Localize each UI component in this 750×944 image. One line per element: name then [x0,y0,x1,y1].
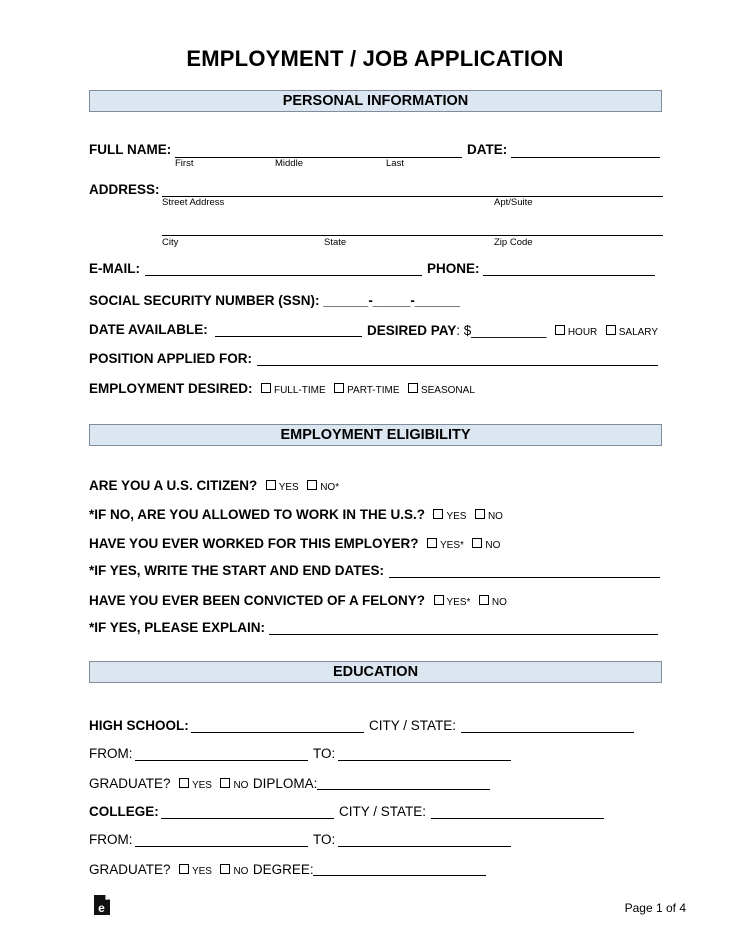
hour-option-label: HOUR [567,327,598,338]
high-school-graduate-no-label: NO [233,780,249,791]
part-time-checkbox[interactable] [334,383,344,393]
desired-pay-field[interactable]: : $__________ [456,323,547,338]
section-header-eligibility: EMPLOYMENT ELIGIBILITY [89,424,662,446]
degree-label: DEGREE: [252,862,314,877]
salary-option-label: SALARY [618,327,659,338]
work-allowed-row [89,506,503,524]
full-name-label: FULL NAME: [89,142,172,157]
position-applied-label: POSITION APPLIED FOR: [89,351,253,366]
citizen-no-checkbox[interactable] [307,480,317,490]
employment-desired-row [89,380,475,398]
felony-yes-checkbox[interactable] [434,595,444,605]
college-field[interactable] [161,818,334,819]
start-end-dates-label: *IF YES, WRITE THE START AND END DATES: [89,563,385,578]
svg-text:e: e [98,901,105,915]
seasonal-option-label: SEASONAL [420,385,475,396]
felony-row [89,592,507,610]
zip-code-caption: Zip Code [494,237,533,248]
worked-before-question: HAVE YOU EVER WORKED FOR THIS EMPLOYER? [89,536,419,551]
high-school-to-label: TO: [313,746,336,761]
high-school-from-label: FROM: [89,746,133,761]
part-time-option-label: PART-TIME [347,385,400,396]
college-graduate-yes-label: YES [191,866,212,877]
high-school-city-state-label: CITY / STATE: [369,718,457,733]
college-to-label: TO: [313,832,336,847]
high-school-label: HIGH SCHOOL: [89,718,189,733]
high-school-graduate-yes-checkbox[interactable] [179,778,189,788]
full-name-field[interactable] [175,157,462,158]
worked-before-no-label: NO [485,540,501,551]
citizen-question: ARE YOU A U.S. CITIZEN? [89,478,258,493]
document-title: EMPLOYMENT / JOB APPLICATION [186,46,564,71]
citizen-row [89,477,339,495]
work-allowed-yes-checkbox[interactable] [433,509,443,519]
state-caption: State [324,237,347,248]
work-allowed-question: *IF NO, ARE YOU ALLOWED TO WORK IN THE U.S.? [89,507,426,522]
felony-no-label: NO [491,597,507,608]
address-label: ADDRESS: [89,182,160,197]
date-label: DATE: [467,142,508,157]
diploma-label: DIPLOMA: [252,776,318,791]
college-label: COLLEGE: [89,804,159,819]
page-number: Page 1 of 4 [624,901,686,915]
full-time-option-label: FULL-TIME [273,385,326,396]
high-school-graduate-yes-label: YES [191,780,212,791]
date-available-field[interactable] [215,336,362,337]
city-state-zip-field[interactable] [162,235,663,236]
high-school-graduate-row [89,775,317,793]
first-name-caption: First [175,158,194,169]
high-school-city-state-field[interactable] [461,732,634,733]
section-header-personal: PERSONAL INFORMATION [89,90,662,112]
college-graduate-no-label: NO [233,866,249,877]
work-allowed-no-checkbox[interactable] [475,509,485,519]
worked-before-row [89,535,500,553]
hour-checkbox[interactable] [555,325,565,335]
high-school-to-field[interactable] [338,760,511,761]
city-caption: City [162,237,179,248]
phone-field[interactable] [483,275,655,276]
middle-name-caption: Middle [275,158,303,169]
eforms-logo-icon [93,894,111,916]
seasonal-checkbox[interactable] [408,383,418,393]
phone-label: PHONE: [427,261,480,276]
high-school-field[interactable] [191,732,364,733]
section-header-education: EDUCATION [89,661,662,683]
explain-field[interactable] [269,634,658,635]
college-city-state-field[interactable] [431,818,604,819]
email-field[interactable] [145,275,422,276]
work-allowed-yes-label: YES [446,511,467,522]
felony-question: HAVE YOU EVER BEEN CONVICTED OF A FELONY? [89,593,426,608]
ssn-label: SOCIAL SECURITY NUMBER (SSN): ______-_____-______ [89,293,460,308]
email-label: E-MAIL: [89,261,140,276]
salary-checkbox[interactable] [606,325,616,335]
college-from-field[interactable] [135,846,308,847]
degree-field[interactable] [313,875,486,876]
college-graduate-row [89,861,314,879]
worked-before-no-checkbox[interactable] [472,538,482,548]
felony-yes-label: YES* [446,597,471,608]
explain-label: *IF YES, PLEASE EXPLAIN: [89,620,266,635]
work-allowed-no-label: NO [487,511,503,522]
citizen-yes-checkbox[interactable] [266,480,276,490]
worked-before-yes-label: YES* [439,540,464,551]
high-school-graduate-label: GRADUATE? [89,776,171,791]
last-name-caption: Last [386,158,404,169]
citizen-yes-label: YES [278,482,299,493]
date-field[interactable] [511,157,660,158]
college-graduate-yes-checkbox[interactable] [179,864,189,874]
date-available-label: DATE AVAILABLE: [89,322,208,337]
college-city-state-label: CITY / STATE: [339,804,427,819]
citizen-no-label: NO* [320,482,340,493]
college-graduate-label: GRADUATE? [89,862,171,877]
high-school-from-field[interactable] [135,760,308,761]
desired-pay-row [367,322,658,340]
college-graduate-no-checkbox[interactable] [220,864,230,874]
employment-desired-label: EMPLOYMENT DESIRED: [89,381,253,396]
full-time-checkbox[interactable] [261,383,271,393]
felony-no-checkbox[interactable] [479,595,489,605]
college-from-label: FROM: [89,832,133,847]
street-address-caption: Street Address [162,197,225,208]
worked-before-yes-checkbox[interactable] [427,538,437,548]
college-to-field[interactable] [338,846,511,847]
diploma-field[interactable] [317,789,490,790]
start-end-dates-field[interactable] [389,577,660,578]
street-address-field[interactable] [162,196,663,197]
apt-suite-caption: Apt/Suite [494,197,533,208]
position-applied-field[interactable] [257,365,658,366]
high-school-graduate-no-checkbox[interactable] [220,778,230,788]
desired-pay-label: DESIRED PAY [367,323,457,338]
